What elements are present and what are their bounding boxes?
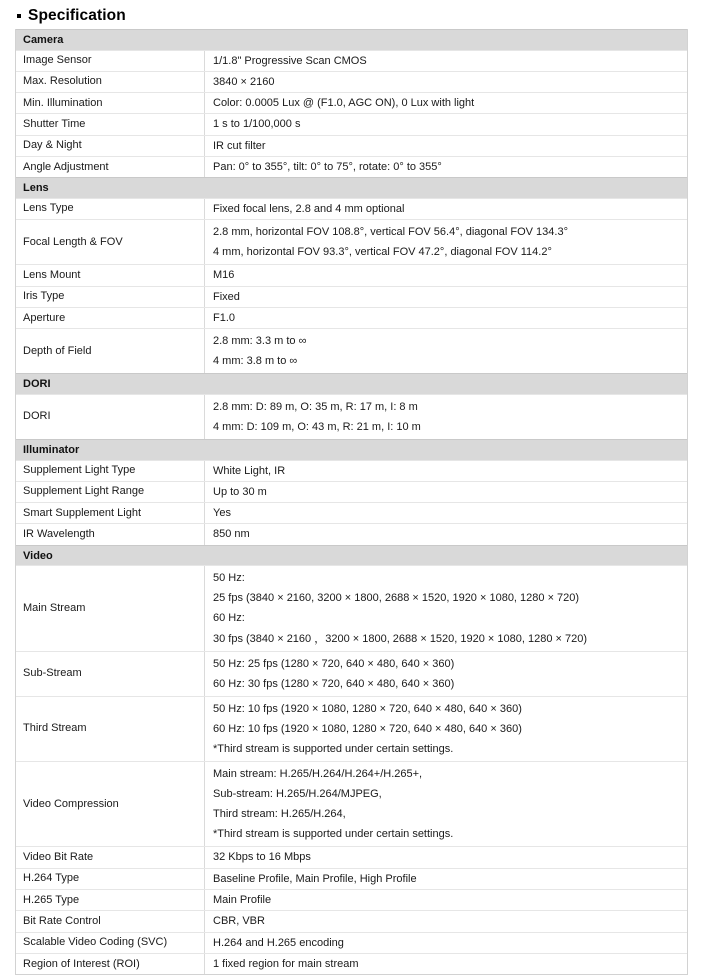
value-line: *Third stream is supported under certain settings. (213, 742, 454, 755)
table-row (16, 156, 687, 177)
row-value (205, 199, 687, 219)
row-label: Scalable Video Coding (SVC) (16, 933, 205, 953)
table-row (16, 868, 687, 889)
value-line: IR cut filter (213, 139, 266, 152)
value-line: 4 mm, horizontal FOV 93.3°, vertical FOV 47.2°, diagonal FOV 114.2° (213, 246, 552, 259)
row-value (205, 524, 687, 544)
table-row (16, 846, 687, 867)
row-label: H.264 Type (16, 869, 205, 889)
row-value (205, 51, 687, 71)
row-label: Video Bit Rate (16, 847, 205, 867)
bullet-icon (17, 14, 21, 18)
table-row (16, 761, 687, 846)
value-line: 1/1.8" Progressive Scan CMOS (213, 54, 367, 67)
row-value (205, 93, 687, 113)
value-line: 2.8 mm: D: 89 m, O: 35 m, R: 17 m, I: 8 m (213, 400, 418, 413)
row-label: Lens Mount (16, 265, 205, 285)
table-row (16, 264, 687, 285)
table-row (16, 481, 687, 502)
row-label: IR Wavelength (16, 524, 205, 544)
value-line: 50 Hz: 10 fps (1920 × 1080, 1280 × 720, 640 × 480, 640 × 360) (213, 702, 522, 715)
value-line: 60 Hz: (213, 612, 245, 625)
row-value (205, 869, 687, 889)
row-label: Smart Supplement Light (16, 503, 205, 523)
value-line: 30 fps (3840 × 2160 ，3200 × 1800, 2688 × 1520, 1920 × 1080, 1280 × 720) (213, 632, 588, 645)
row-label: Iris Type (16, 287, 205, 307)
table-row (16, 219, 687, 264)
row-value (205, 652, 687, 696)
table-row (16, 460, 687, 481)
row-value (205, 503, 687, 523)
row-label: Aperture (16, 308, 205, 328)
page-title-row (16, 6, 688, 25)
value-line: 1 s to 1/100,000 s (213, 118, 301, 131)
table-row (16, 198, 687, 219)
row-label: Day & Night (16, 136, 205, 156)
table-row (16, 953, 687, 974)
value-line: 850 nm (213, 528, 250, 541)
table-row (16, 523, 687, 544)
row-value (205, 461, 687, 481)
table-row (16, 502, 687, 523)
value-line: Up to 30 m (213, 485, 267, 498)
section-header-lens: Lens (16, 177, 687, 198)
value-line: 3840 × 2160 (213, 75, 275, 88)
value-line: Third stream: H.265/H.264, (213, 808, 346, 821)
table-row (16, 889, 687, 910)
row-label: Supplement Light Type (16, 461, 205, 481)
table-row (16, 651, 687, 696)
row-label: Third Stream (16, 697, 205, 761)
value-line: 50 Hz: 25 fps (1280 × 720, 640 × 480, 640 × 360) (213, 657, 455, 670)
row-value (205, 114, 687, 134)
value-line: Fixed (213, 290, 240, 303)
row-label: Sub-Stream (16, 652, 205, 696)
value-line: Yes (213, 507, 231, 520)
row-value (205, 287, 687, 307)
row-label: DORI (16, 395, 205, 439)
table-row (16, 307, 687, 328)
row-label: Video Compression (16, 762, 205, 846)
value-line: White Light, IR (213, 464, 286, 477)
value-line: Main stream: H.265/H.264/H.264+/H.265+, (213, 768, 423, 781)
row-label: Region of Interest (ROI) (16, 954, 205, 974)
row-label: Lens Type (16, 199, 205, 219)
value-line: 32 Kbps to 16 Mbps (213, 851, 311, 864)
value-line: 60 Hz: 10 fps (1920 × 1080, 1280 × 720, 640 × 480, 640 × 360) (213, 722, 522, 735)
value-line: *Third stream is supported under certain settings. (213, 828, 454, 841)
value-line: F1.0 (213, 311, 236, 324)
table-row (16, 910, 687, 931)
table-row (16, 50, 687, 71)
row-value (205, 933, 687, 953)
row-value (205, 157, 687, 177)
table-row (16, 565, 687, 650)
value-line: Baseline Profile, Main Profile, High Profile (213, 872, 417, 885)
row-label: Supplement Light Range (16, 482, 205, 502)
value-line: H.264 and H.265 encoding (213, 936, 344, 949)
value-line: 1 fixed region for main stream (213, 957, 359, 970)
row-value (205, 566, 687, 650)
row-value (205, 911, 687, 931)
value-line: 25 fps (3840 × 2160, 3200 × 1800, 2688 × 1520, 1920 × 1080, 1280 × 720) (213, 592, 580, 605)
section-header-dori: DORI (16, 373, 687, 394)
section-header-video: Video (16, 545, 687, 566)
row-value (205, 890, 687, 910)
table-row (16, 932, 687, 953)
spec-table (15, 29, 688, 975)
row-label: Angle Adjustment (16, 157, 205, 177)
row-label: H.265 Type (16, 890, 205, 910)
table-row (16, 71, 687, 92)
value-line: 50 Hz: (213, 572, 245, 585)
row-label: Shutter Time (16, 114, 205, 134)
value-line: 2.8 mm: 3.3 m to ∞ (213, 335, 307, 348)
value-line: Color: 0.0005 Lux @ (F1.0, AGC ON), 0 Lux with light (213, 97, 475, 110)
table-row (16, 286, 687, 307)
table-row (16, 696, 687, 761)
row-value (205, 482, 687, 502)
value-line: 4 mm: 3.8 m to ∞ (213, 355, 298, 368)
table-row (16, 394, 687, 439)
row-value (205, 265, 687, 285)
row-label: Depth of Field (16, 329, 205, 373)
row-value (205, 395, 687, 439)
value-line: 2.8 mm, horizontal FOV 108.8°, vertical FOV 56.4°, diagonal FOV 134.3° (213, 226, 568, 239)
row-label: Bit Rate Control (16, 911, 205, 931)
value-line: Fixed focal lens, 2.8 and 4 mm optional (213, 202, 405, 215)
value-line: 4 mm: D: 109 m, O: 43 m, R: 21 m, I: 10 m (213, 420, 421, 433)
row-label: Max. Resolution (16, 72, 205, 92)
table-row (16, 135, 687, 156)
row-label: Min. Illumination (16, 93, 205, 113)
table-row (16, 113, 687, 134)
row-value (205, 847, 687, 867)
row-value (205, 954, 687, 974)
table-row (16, 328, 687, 373)
row-value (205, 329, 687, 373)
row-label: Image Sensor (16, 51, 205, 71)
value-line: Pan: 0° to 355°, tilt: 0° to 75°, rotate: 0° to 355° (213, 160, 442, 173)
table-row (16, 92, 687, 113)
page-title: Specification (28, 6, 126, 24)
row-value (205, 762, 687, 846)
row-value (205, 72, 687, 92)
value-line: 60 Hz: 30 fps (1280 × 720, 640 × 480, 640 × 360) (213, 677, 455, 690)
row-label: Main Stream (16, 566, 205, 650)
section-header-camera: Camera (16, 29, 687, 50)
value-line: Main Profile (213, 894, 272, 907)
value-line: Sub-stream: H.265/H.264/MJPEG, (213, 788, 382, 801)
row-value (205, 220, 687, 264)
value-line: CBR, VBR (213, 915, 265, 928)
row-label: Focal Length & FOV (16, 220, 205, 264)
row-value (205, 308, 687, 328)
row-value (205, 697, 687, 761)
value-line: M16 (213, 269, 235, 282)
section-header-illuminator: Illuminator (16, 439, 687, 460)
row-value (205, 136, 687, 156)
